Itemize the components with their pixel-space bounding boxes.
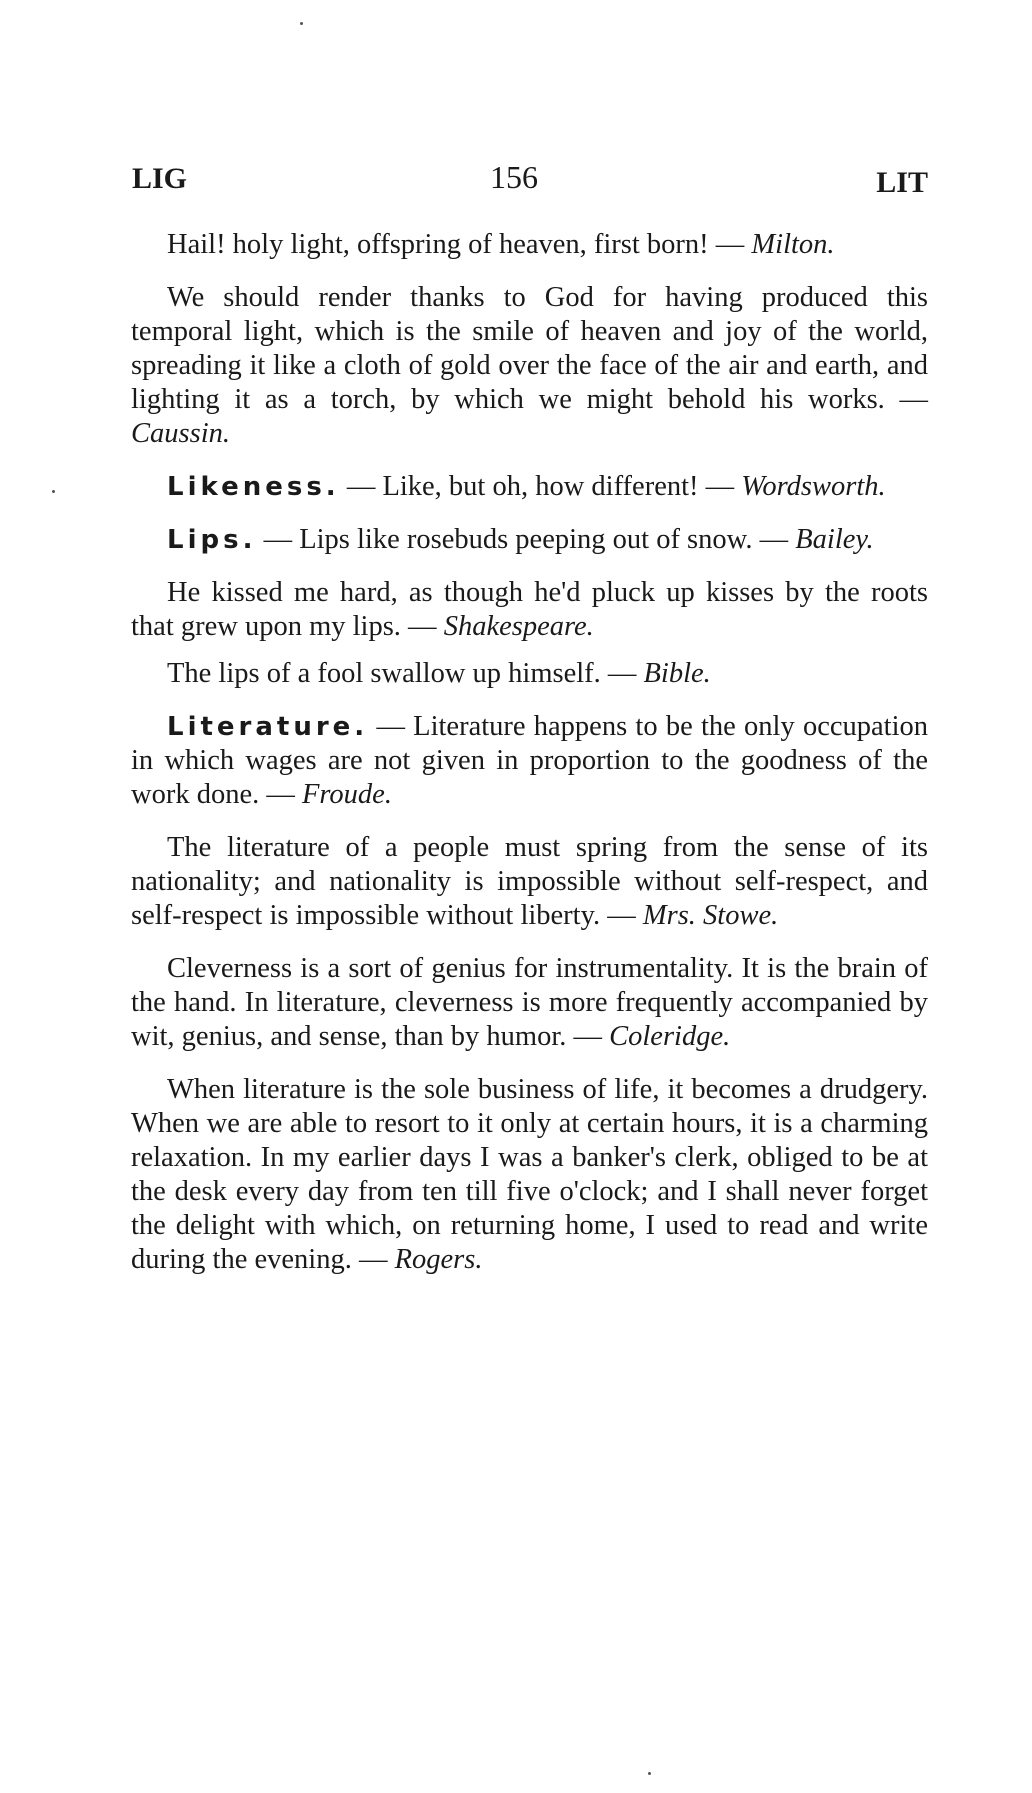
quotation-entry <box>131 831 928 933</box>
paper-speck <box>52 490 55 493</box>
topic-heading: Lips. <box>167 525 257 555</box>
header-guide-word-right: LIT <box>876 166 928 199</box>
quote-attribution: Milton. <box>751 229 835 260</box>
quotation-entry <box>131 1073 928 1277</box>
quote-attribution: Bailey. <box>795 524 874 555</box>
quote-text: — Literature happens to be the only occupation in which wages are not given in proportion to the goodness of the work done. — <box>131 711 928 810</box>
quotation-entry <box>131 228 928 262</box>
paper-speck <box>300 22 303 25</box>
quote-text: When literature is the sole business of life, it becomes a drudgery. When we are able to resort to it only at certain hours, it is a charming relaxation. In my earlier days I was a banker's clerk, obliged to be at the desk every day from ten till five o'clock; and I shall never forget the delight with which, on returning home, I used to read and write during the evening. — <box>131 1074 928 1275</box>
quote-text: He kissed me hard, as though he'd pluck up kisses by the roots that grew upon my lips. — <box>131 577 928 642</box>
quote-attribution: Shakespeare. <box>443 611 594 642</box>
quote-text: — Lips like rosebuds peeping out of snow. — <box>263 524 789 555</box>
quote-text: Hail! holy light, offspring of heaven, first born! — <box>167 229 745 260</box>
quote-attribution: Rogers. <box>394 1244 483 1275</box>
quote-attribution: Wordsworth. <box>741 471 886 502</box>
quote-text: The literature of a people must spring from the sense of its nationality; and nationality is impossible without self-respect, and self-respect is impossible without liberty. — <box>131 832 928 931</box>
quotation-entry <box>131 710 928 812</box>
page-number: 156 <box>490 159 538 195</box>
running-header <box>128 159 928 202</box>
quote-text: The lips of a fool swallow up himself. — <box>167 658 637 689</box>
quotation-entry <box>131 281 928 451</box>
quote-attribution: Coleridge. <box>609 1021 731 1052</box>
quote-text: Cleverness is a sort of genius for instrumentality. It is the brain of the hand. In literature, cleverness is more frequently accompanied by wit, genius, and sense, than by humor. — <box>131 953 928 1052</box>
quote-attribution: Bible. <box>643 658 711 689</box>
topic-heading: Likeness. <box>167 472 340 502</box>
paper-speck <box>648 1772 651 1775</box>
quotation-entry <box>131 576 928 644</box>
quotation-entry <box>131 470 928 504</box>
topic-heading: Literature. <box>167 712 369 742</box>
quotation-entry <box>131 523 928 557</box>
header-guide-word-left: LIG <box>132 162 188 195</box>
quote-text: We should render thanks to God for having produced this temporal light, which is the smile of heaven and joy of the world, spreading it like a cloth of gold over the face of the air and earth, and lighting it as a torch, by which we might behold his works. — <box>131 282 928 415</box>
quote-attribution: Froude. <box>301 779 392 810</box>
quote-attribution: Caussin. <box>131 418 230 449</box>
quote-attribution: Mrs. Stowe. <box>642 900 779 931</box>
quotation-entry <box>131 952 928 1054</box>
quote-text: — Like, but oh, how different! — <box>346 471 735 502</box>
quotation-entry <box>131 657 928 691</box>
quotation-list <box>131 228 928 1296</box>
